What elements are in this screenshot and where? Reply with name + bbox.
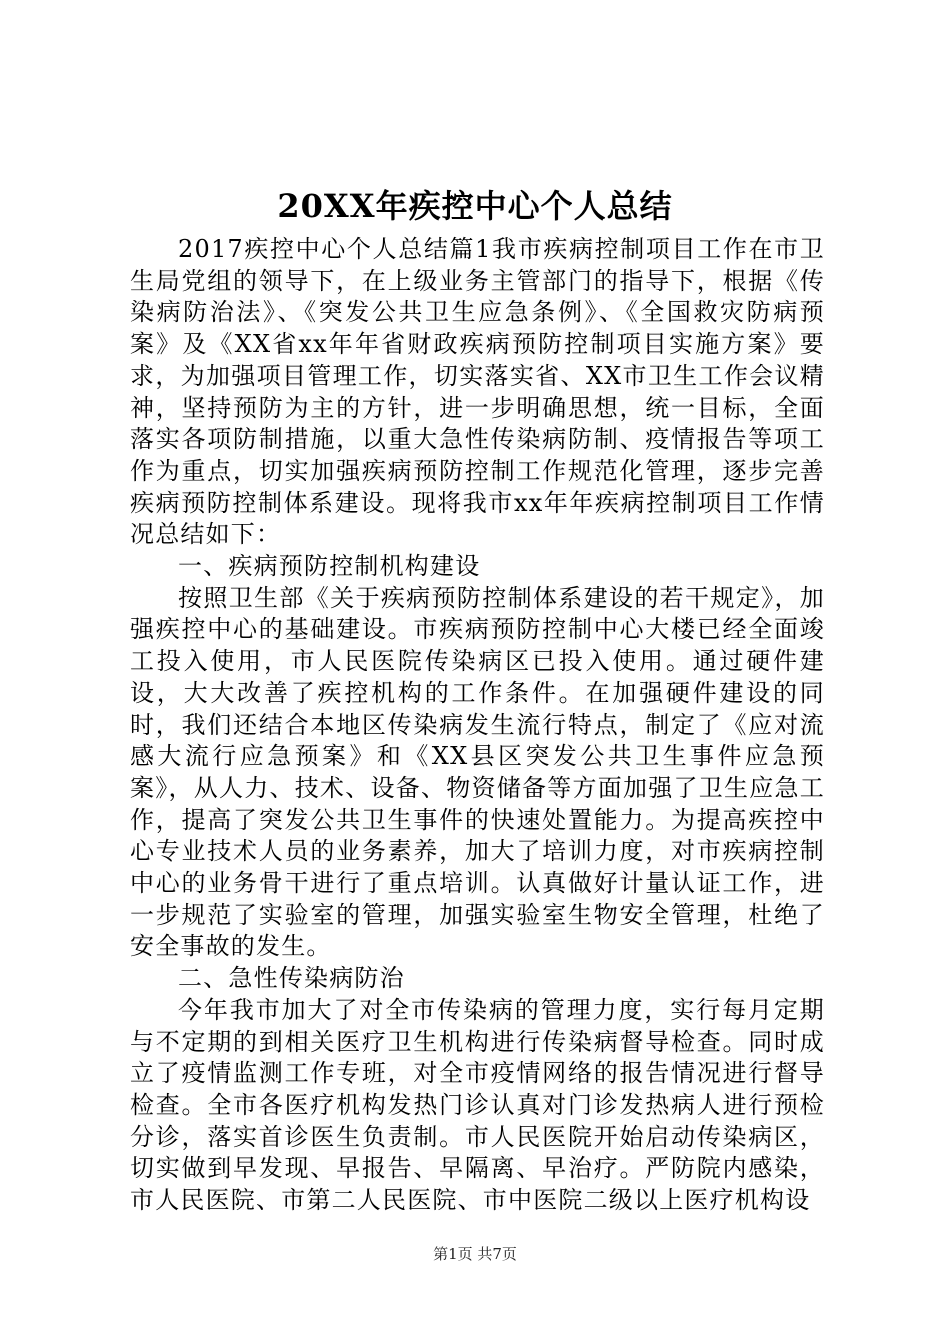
paragraph-intro: 2017疾控中心个人总结篇1我市疾病控制项目工作在市卫生局党组的领导下，在上级业务主管部门的指导下，根据《传染病防治法》、《突发公共卫生应急条例》、《全国救灾防病预案》及《XX省xx年年省财政疾病预防控制项目实施方案》要求，为加强项目管理工作，切实落实省、XX市卫生工作会议精神，坚持预防为主的方针，进一步明确思想，统一目标，全面落实各项防制措施，以重大急性传染病防制、疫情报告等项工作为重点，切实加强疾病预防控制工作规范化管理，逐步完善疾病预防控制体系建设。现将我市xx年年疾病控制项目工作情况总结如下：	[130, 235, 825, 549]
section-heading-2: 二、急性传染病防治	[178, 964, 405, 993]
paragraph-section-1: 按照卫生部《关于疾病预防控制体系建设的若干规定》，加强疾控中心的基础建设。市疾病预防控制中心大楼已经全面竣工投入使用，市人民医院传染病区已投入使用。通过硬件建设，大大改善了疾控机构的工作条件。在加强硬件建设的同时，我们还结合本地区传染病发生流行特点，制定了《应对流感大流行应急预案》和《XX县区突发公共卫生事件应急预案》，从人力、技术、设备、物资储备等方面加强了卫生应急工作，提高了突发公共卫生事件的快速处置能力。为提高疾控中心专业技术人员的业务素养，加大了培训力度，对市疾病控制中心的业务骨干进行了重点培训。认真做好计量认证工作，进一步规范了实验室的管理，加强实验室生物安全管理，杜绝了安全事故的发生。	[130, 583, 825, 961]
document-body	[130, 234, 825, 1217]
document-title: 20XX年疾控中心个人总结	[277, 187, 673, 225]
page-number-footer: 第1页 共7页	[433, 1245, 517, 1263]
section-heading-1: 一、疾病预防控制机构建设	[178, 552, 481, 581]
paragraph-section-2: 今年我市加大了对全市传染病的管理力度，实行每月定期与不定期的到相关医疗卫生机构进行传染病督导检查。同时成立了疫情监测工作专班，对全市疫情网络的报告情况进行督导检查。全市各医疗机构发热门诊认真对门诊发热病人进行预检分诊，落实首诊医生负责制。市人民医院开始启动传染病区，切实做到早发现、早报告、早隔离、早治疗。严防院内感染，市人民医院、市第二人民医院、市中医院二级以上医疗机构设	[130, 995, 825, 1215]
